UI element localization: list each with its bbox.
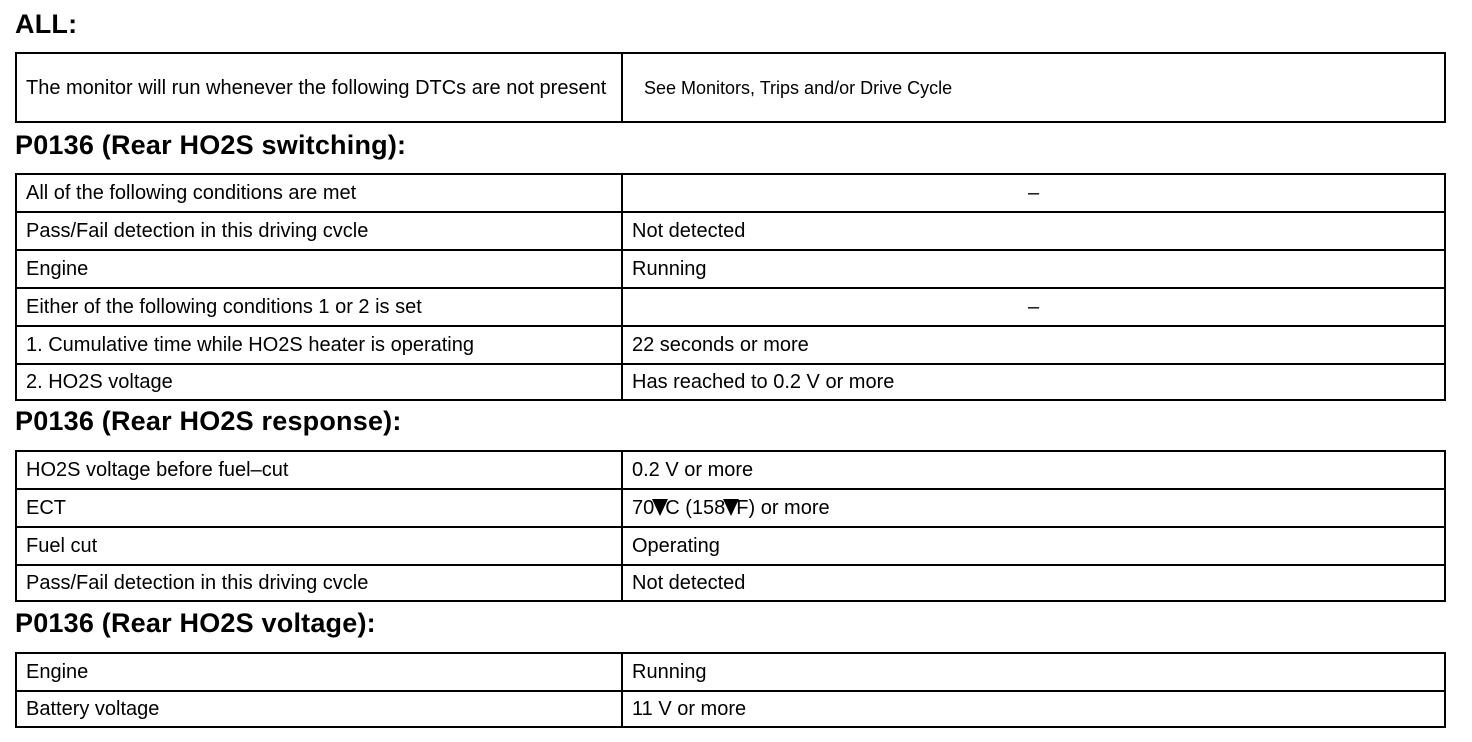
table-all xyxy=(15,52,1446,123)
ect-value-part: C (158 xyxy=(665,497,726,519)
value-cell: Has reached to 0.2 V or more xyxy=(622,364,1445,400)
value-cell: 11 V or more xyxy=(622,691,1445,727)
condition-cell: Pass/Fail detection in this driving cvcle xyxy=(16,212,622,250)
condition-cell: 1. Cumulative time while HO2S heater is operating xyxy=(16,326,622,364)
value-cell xyxy=(622,489,1445,527)
table-row xyxy=(16,326,1445,364)
section-heading-switching: P0136 (Rear HO2S switching): xyxy=(15,130,407,160)
value-cell: Not detected xyxy=(622,212,1445,250)
table-voltage xyxy=(15,652,1446,728)
value-cell: Running xyxy=(622,653,1445,691)
table-row xyxy=(16,174,1445,212)
table-row xyxy=(16,451,1445,489)
table-row xyxy=(16,653,1445,691)
table-row xyxy=(16,250,1445,288)
table-row xyxy=(16,364,1445,400)
condition-cell: All of the following conditions are met xyxy=(16,174,622,212)
condition-cell: HO2S voltage before fuel–cut xyxy=(16,451,622,489)
section-heading-all: ALL: xyxy=(15,9,78,39)
condition-cell: Engine xyxy=(16,250,622,288)
table-response xyxy=(15,450,1446,602)
value-cell: Not detected xyxy=(622,565,1445,601)
condition-cell: Pass/Fail detection in this driving cvcle xyxy=(16,565,622,601)
value-cell: Running xyxy=(622,250,1445,288)
table-row xyxy=(16,53,1445,122)
value-cell: 0.2 V or more xyxy=(622,451,1445,489)
value-cell: – xyxy=(622,288,1445,326)
table-row xyxy=(16,288,1445,326)
value-cell: See Monitors, Trips and/or Drive Cycle xyxy=(622,53,1445,122)
section-heading-voltage: P0136 (Rear HO2S voltage): xyxy=(15,608,376,638)
condition-cell: Engine xyxy=(16,653,622,691)
table-row xyxy=(16,565,1445,601)
value-cell: 22 seconds or more xyxy=(622,326,1445,364)
table-row xyxy=(16,212,1445,250)
condition-cell: Battery voltage xyxy=(16,691,622,727)
condition-cell: ECT xyxy=(16,489,622,527)
condition-cell: Either of the following conditions 1 or 2 is set xyxy=(16,288,622,326)
condition-cell: 2. HO2S voltage xyxy=(16,364,622,400)
condition-cell: Fuel cut xyxy=(16,527,622,565)
ect-value-part: F) or more xyxy=(736,497,830,519)
ect-value-part: 70 xyxy=(632,497,655,519)
value-cell: – xyxy=(622,174,1445,212)
section-heading-response: P0136 (Rear HO2S response): xyxy=(15,406,402,436)
table-row xyxy=(16,527,1445,565)
table-row xyxy=(16,691,1445,727)
table-switching xyxy=(15,173,1446,401)
table-row xyxy=(16,489,1445,527)
value-cell: Operating xyxy=(622,527,1445,565)
condition-cell: The monitor will run whenever the following DTCs are not present xyxy=(16,53,622,122)
